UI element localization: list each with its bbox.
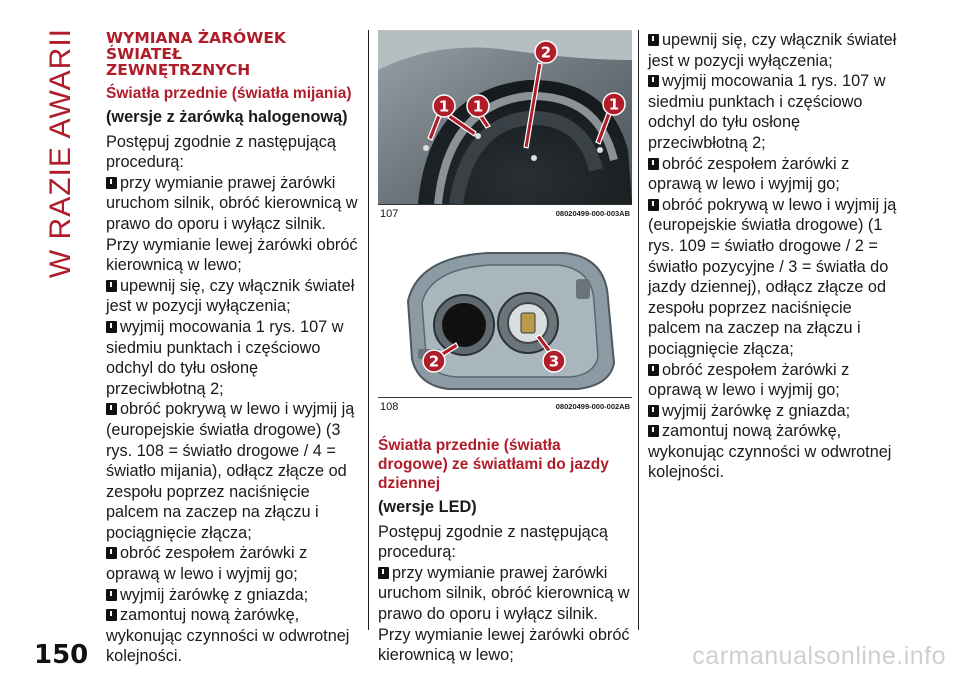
intro-text: Postępuj zgodnie z następującą procedurą: xyxy=(106,132,336,172)
subsection-variant: (wersje z żarówką halogenową) xyxy=(106,108,348,126)
section-title-line: ZEWNĘTRZNYCH xyxy=(106,61,251,79)
subsection-title: Światła przednie (światła mijania) xyxy=(106,85,352,102)
column-divider-left xyxy=(368,30,369,630)
checkbox-bullet-icon xyxy=(648,405,659,417)
procedure-step: wyjmij mocowania 1 rys. 107 w siedmiu punktach i częściowo odchyl do tyłu osłonę przeciwbłotną 2; xyxy=(648,72,886,152)
section-title xyxy=(106,30,360,78)
checkbox-bullet-icon xyxy=(106,589,117,601)
procedure-step: obróć zespołem żarówki z oprawą w lewo i wyjmij go; xyxy=(648,154,850,194)
subsection-variant: (wersje LED) xyxy=(378,498,477,516)
checkbox-bullet-icon xyxy=(106,547,117,559)
section-side-tab xyxy=(40,28,82,556)
subsection-title: Światła przednie (światła drogowe) ze światłami do jazdy dziennej xyxy=(378,437,609,492)
column-2 xyxy=(378,30,632,666)
page-number: 150 xyxy=(34,640,89,670)
figure-code: 08020499-000-002AB xyxy=(555,402,630,412)
checkbox-bullet-icon xyxy=(106,280,117,292)
column-1 xyxy=(106,30,360,667)
column-3 xyxy=(648,30,902,483)
section-title-line: WYMIANA ŻARÓWEK xyxy=(106,29,286,47)
procedure-step: zamontuj nową żarówkę, wykonując czynności w odwrotnej kolejności. xyxy=(648,422,892,482)
checkbox-bullet-icon xyxy=(648,75,659,87)
checkbox-bullet-icon xyxy=(648,158,659,170)
figure-number: 107 xyxy=(380,208,399,221)
procedure-step: upewnij się, czy włącznik świateł jest w pozycji wyłączenia; xyxy=(648,31,897,70)
figure-code: 08020499-000-003AB xyxy=(555,209,630,219)
section-side-tab-label: W RAZIE AWARII xyxy=(44,28,77,279)
procedure-step: obróć zespołem żarówki z oprawą w lewo i wyjmij go; xyxy=(648,360,850,400)
figure-caption xyxy=(378,397,632,418)
procedure-step: przy wymianie prawej żarówki uruchom silnik, obróć kierownicą w prawo do oporu i wyłącz silnik. Przy wymianie lewej żarówki obróć kierownicą w lewo; xyxy=(378,563,630,665)
column-divider-right xyxy=(638,30,639,630)
procedure-step: obróć pokrywą w lewo i wyjmij ją (europejskie światła drogowe) (3 rys. 108 = światło drogowe / 4 = światło mijania), odłącz złącze od zespołu poprzez naciśnięcie palcem na zaczep na złączu i pociągnięcie złącza; xyxy=(106,400,355,542)
headlamp-rear-illustration xyxy=(378,239,632,397)
figure-107 xyxy=(378,30,632,225)
callout-label: 1 xyxy=(608,95,620,114)
callout-label: 1 xyxy=(472,97,484,116)
procedure-step: wyjmij żarówkę z gniazda; xyxy=(106,585,360,606)
figure-108 xyxy=(378,239,632,418)
callout-label: 3 xyxy=(548,352,560,371)
procedure-step: zamontuj nową żarówkę, wykonując czynności w odwrotnej kolejności. xyxy=(106,606,350,666)
callout-label: 1 xyxy=(438,97,450,116)
procedure-step: obróć zespołem żarówki z oprawą w lewo i wyjmij go; xyxy=(106,544,308,584)
watermark: carmanualsonline.info xyxy=(692,642,946,670)
figure-caption xyxy=(378,204,632,225)
procedure-step: wyjmij żarówkę z gniazda; xyxy=(648,401,902,422)
wheel-arch-illustration xyxy=(378,30,632,204)
procedure-step: przy wymianie prawej żarówki uruchom silnik, obróć kierownicą w prawo do oporu i wyłącz silnik. Przy wymianie lewej żarówki obróć kierownicą w lewo; xyxy=(106,173,358,275)
checkbox-bullet-icon xyxy=(106,321,117,333)
checkbox-bullet-icon xyxy=(648,34,659,46)
intro-text: Postępuj zgodnie z następującą procedurą: xyxy=(378,522,608,562)
checkbox-bullet-icon xyxy=(648,425,659,437)
figure-number: 108 xyxy=(380,401,399,414)
procedure-steps xyxy=(106,173,360,667)
callout-label: 2 xyxy=(428,352,440,371)
led-section xyxy=(378,436,632,666)
checkbox-bullet-icon xyxy=(648,364,659,376)
checkbox-bullet-icon xyxy=(378,567,389,579)
procedure-step: obróć pokrywą w lewo i wyjmij ją (europejskie światła drogowe) (1 rys. 109 = światło drogowe / 2 = światło pozycyjne / 3 = światła do jazdy dziennej), odłącz złącze od zespołu poprzez naciśnięcie palcem na zaczep na złączu i pociągnięcie złącza; xyxy=(648,195,897,358)
callout-label: 2 xyxy=(540,43,552,62)
procedure-step: wyjmij mocowania 1 rys. 107 w siedmiu punktach i częściowo odchyl do tyłu osłonę przeciwbłotną 2; xyxy=(106,317,344,398)
checkbox-bullet-icon xyxy=(648,199,659,211)
procedure-step: upewnij się, czy włącznik świateł jest w pozycji wyłączenia; xyxy=(106,276,355,316)
checkbox-bullet-icon xyxy=(106,609,117,621)
checkbox-bullet-icon xyxy=(106,403,117,415)
checkbox-bullet-icon xyxy=(106,177,117,189)
section-title-line: ŚWIATEŁ xyxy=(106,45,182,63)
